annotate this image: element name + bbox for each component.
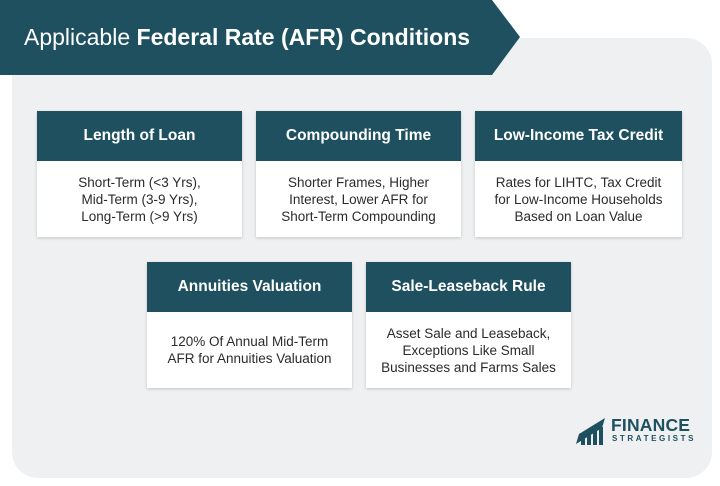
card-text: Rates for LIHTC, Tax Credit for Low-Income Households Based on Loan Value [494,174,663,224]
card-compounding-time [256,111,461,237]
page-title [24,0,470,75]
card-heading: Length of Loan [37,111,242,161]
card-low-income-tax-credit [475,111,682,237]
finance-strategists-logo [575,413,697,447]
title-emphasis: Federal Rate (AFR) Conditions [136,24,471,50]
title-prefix: Applicable [24,24,137,50]
logo-tagline: STRATEGISTS [612,434,697,443]
card-heading: Sale-Leaseback Rule [366,262,571,312]
card-heading: Compounding Time [256,111,461,161]
card-length-of-loan [37,111,242,237]
card-text: Shorter Frames, Higher Interest, Lower AFR for Short-Term Compounding [281,174,436,224]
card-text: Asset Sale and Leaseback, Exceptions Like Small Businesses and Farms Sales [381,325,556,375]
card-heading: Low-Income Tax Credit [475,111,682,161]
card-text: Short-Term (<3 Yrs), Mid-Term (3-9 Yrs), Long-Term (>9 Yrs) [78,174,201,224]
finance-strategists-logo-icon [575,414,607,446]
card-text: 120% Of Annual Mid-Term AFR for Annuities Valuation [167,334,332,366]
card-annuities-valuation [147,262,352,388]
content-panel [12,38,712,478]
logo-name: FINANCE [611,415,691,435]
card-heading: Annuities Valuation [147,262,352,312]
card-sale-leaseback-rule [366,262,571,388]
